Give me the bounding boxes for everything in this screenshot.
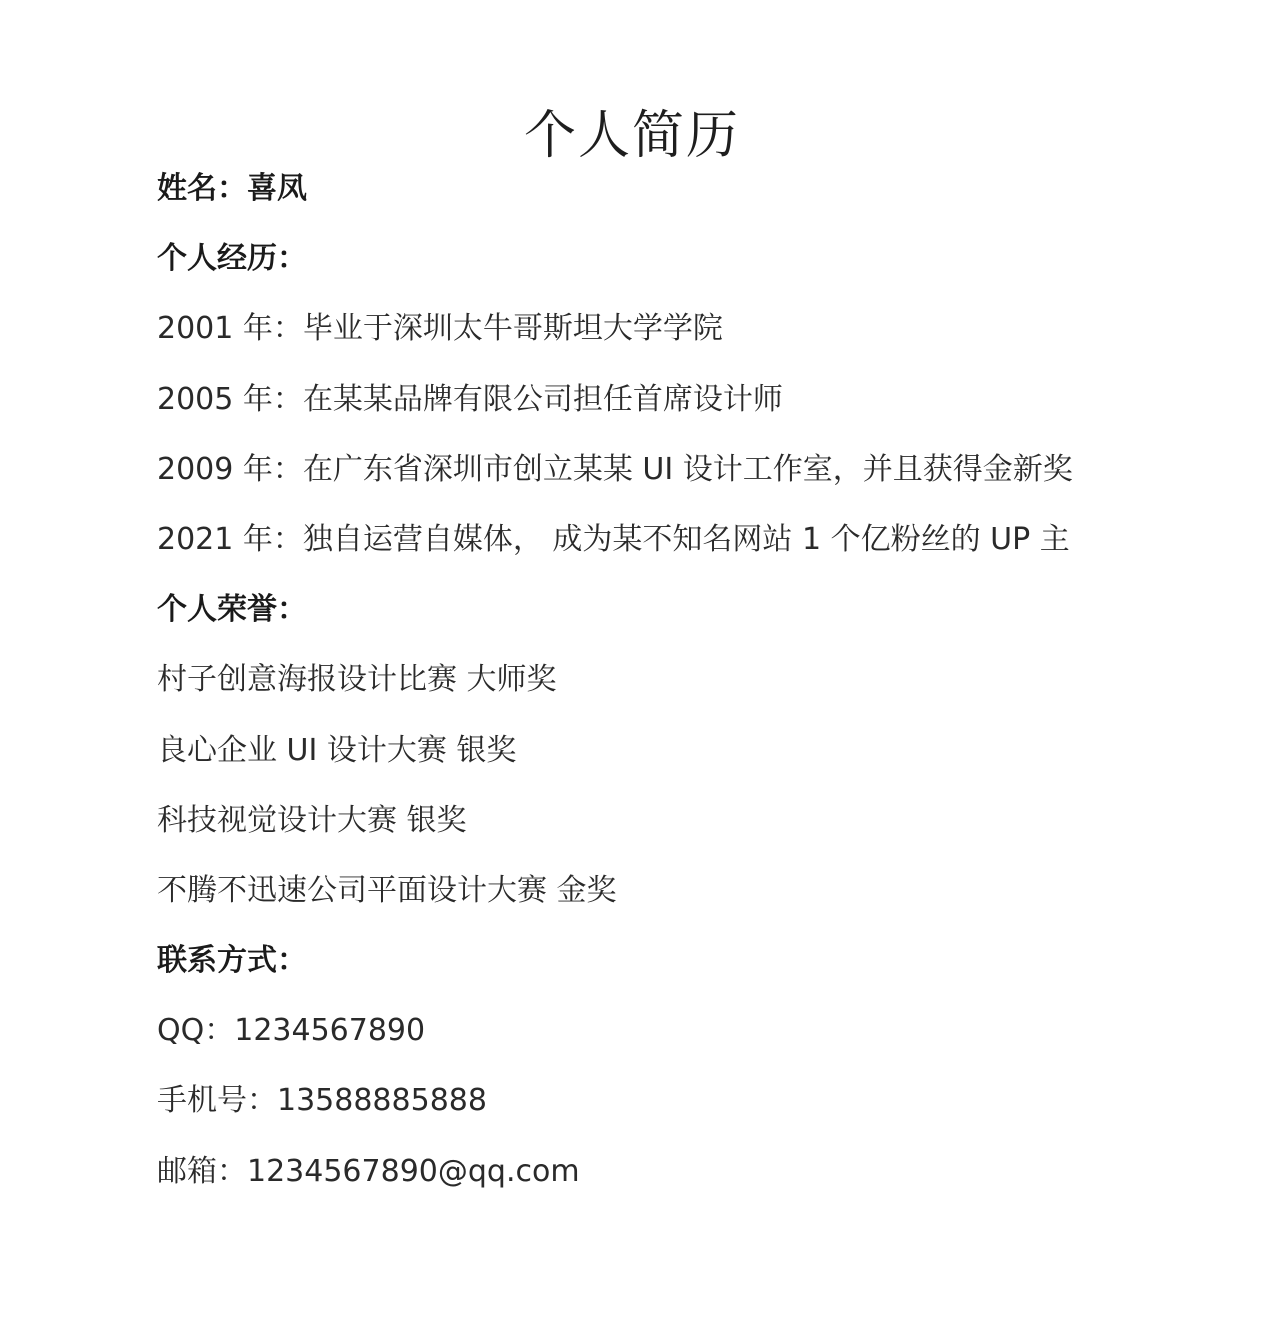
- resume-title: 个人简历: [523, 105, 740, 166]
- contact-heading: 联系方式：: [157, 943, 307, 979]
- resume-content: [157, 166, 1157, 1219]
- experience-item: 2021 年：独自运营自媒体， 成为某不知名网站 1 个亿粉丝的 UP 主: [157, 521, 1070, 557]
- honor-item: 不腾不迅速公司平面设计大赛 金奖: [157, 872, 617, 908]
- contact-phone: 手机号：13588885888: [157, 1083, 487, 1119]
- name-line: 姓名：喜凤: [157, 171, 307, 206]
- contact-qq: QQ：1234567890: [157, 1013, 426, 1049]
- experience-item: 2005 年：在某某品牌有限公司担任首席设计师: [157, 381, 783, 417]
- honor-item: 村子创意海报设计比赛 大师奖: [157, 662, 557, 698]
- honor-item: 良心企业 UI 设计大赛 银奖: [157, 732, 517, 768]
- experience-item: 2001 年：毕业于深圳太牛哥斯坦大学学院: [157, 311, 723, 347]
- experience-item: 2009 年：在广东省深圳市创立某某 UI 设计工作室，并且获得金新奖: [157, 451, 1073, 487]
- honors-heading: 个人荣誉：: [157, 592, 307, 628]
- experience-heading: 个人经历：: [157, 241, 307, 277]
- honor-item: 科技视觉设计大赛 银奖: [157, 802, 467, 838]
- contact-email: 邮箱：1234567890@qq.com: [157, 1153, 580, 1189]
